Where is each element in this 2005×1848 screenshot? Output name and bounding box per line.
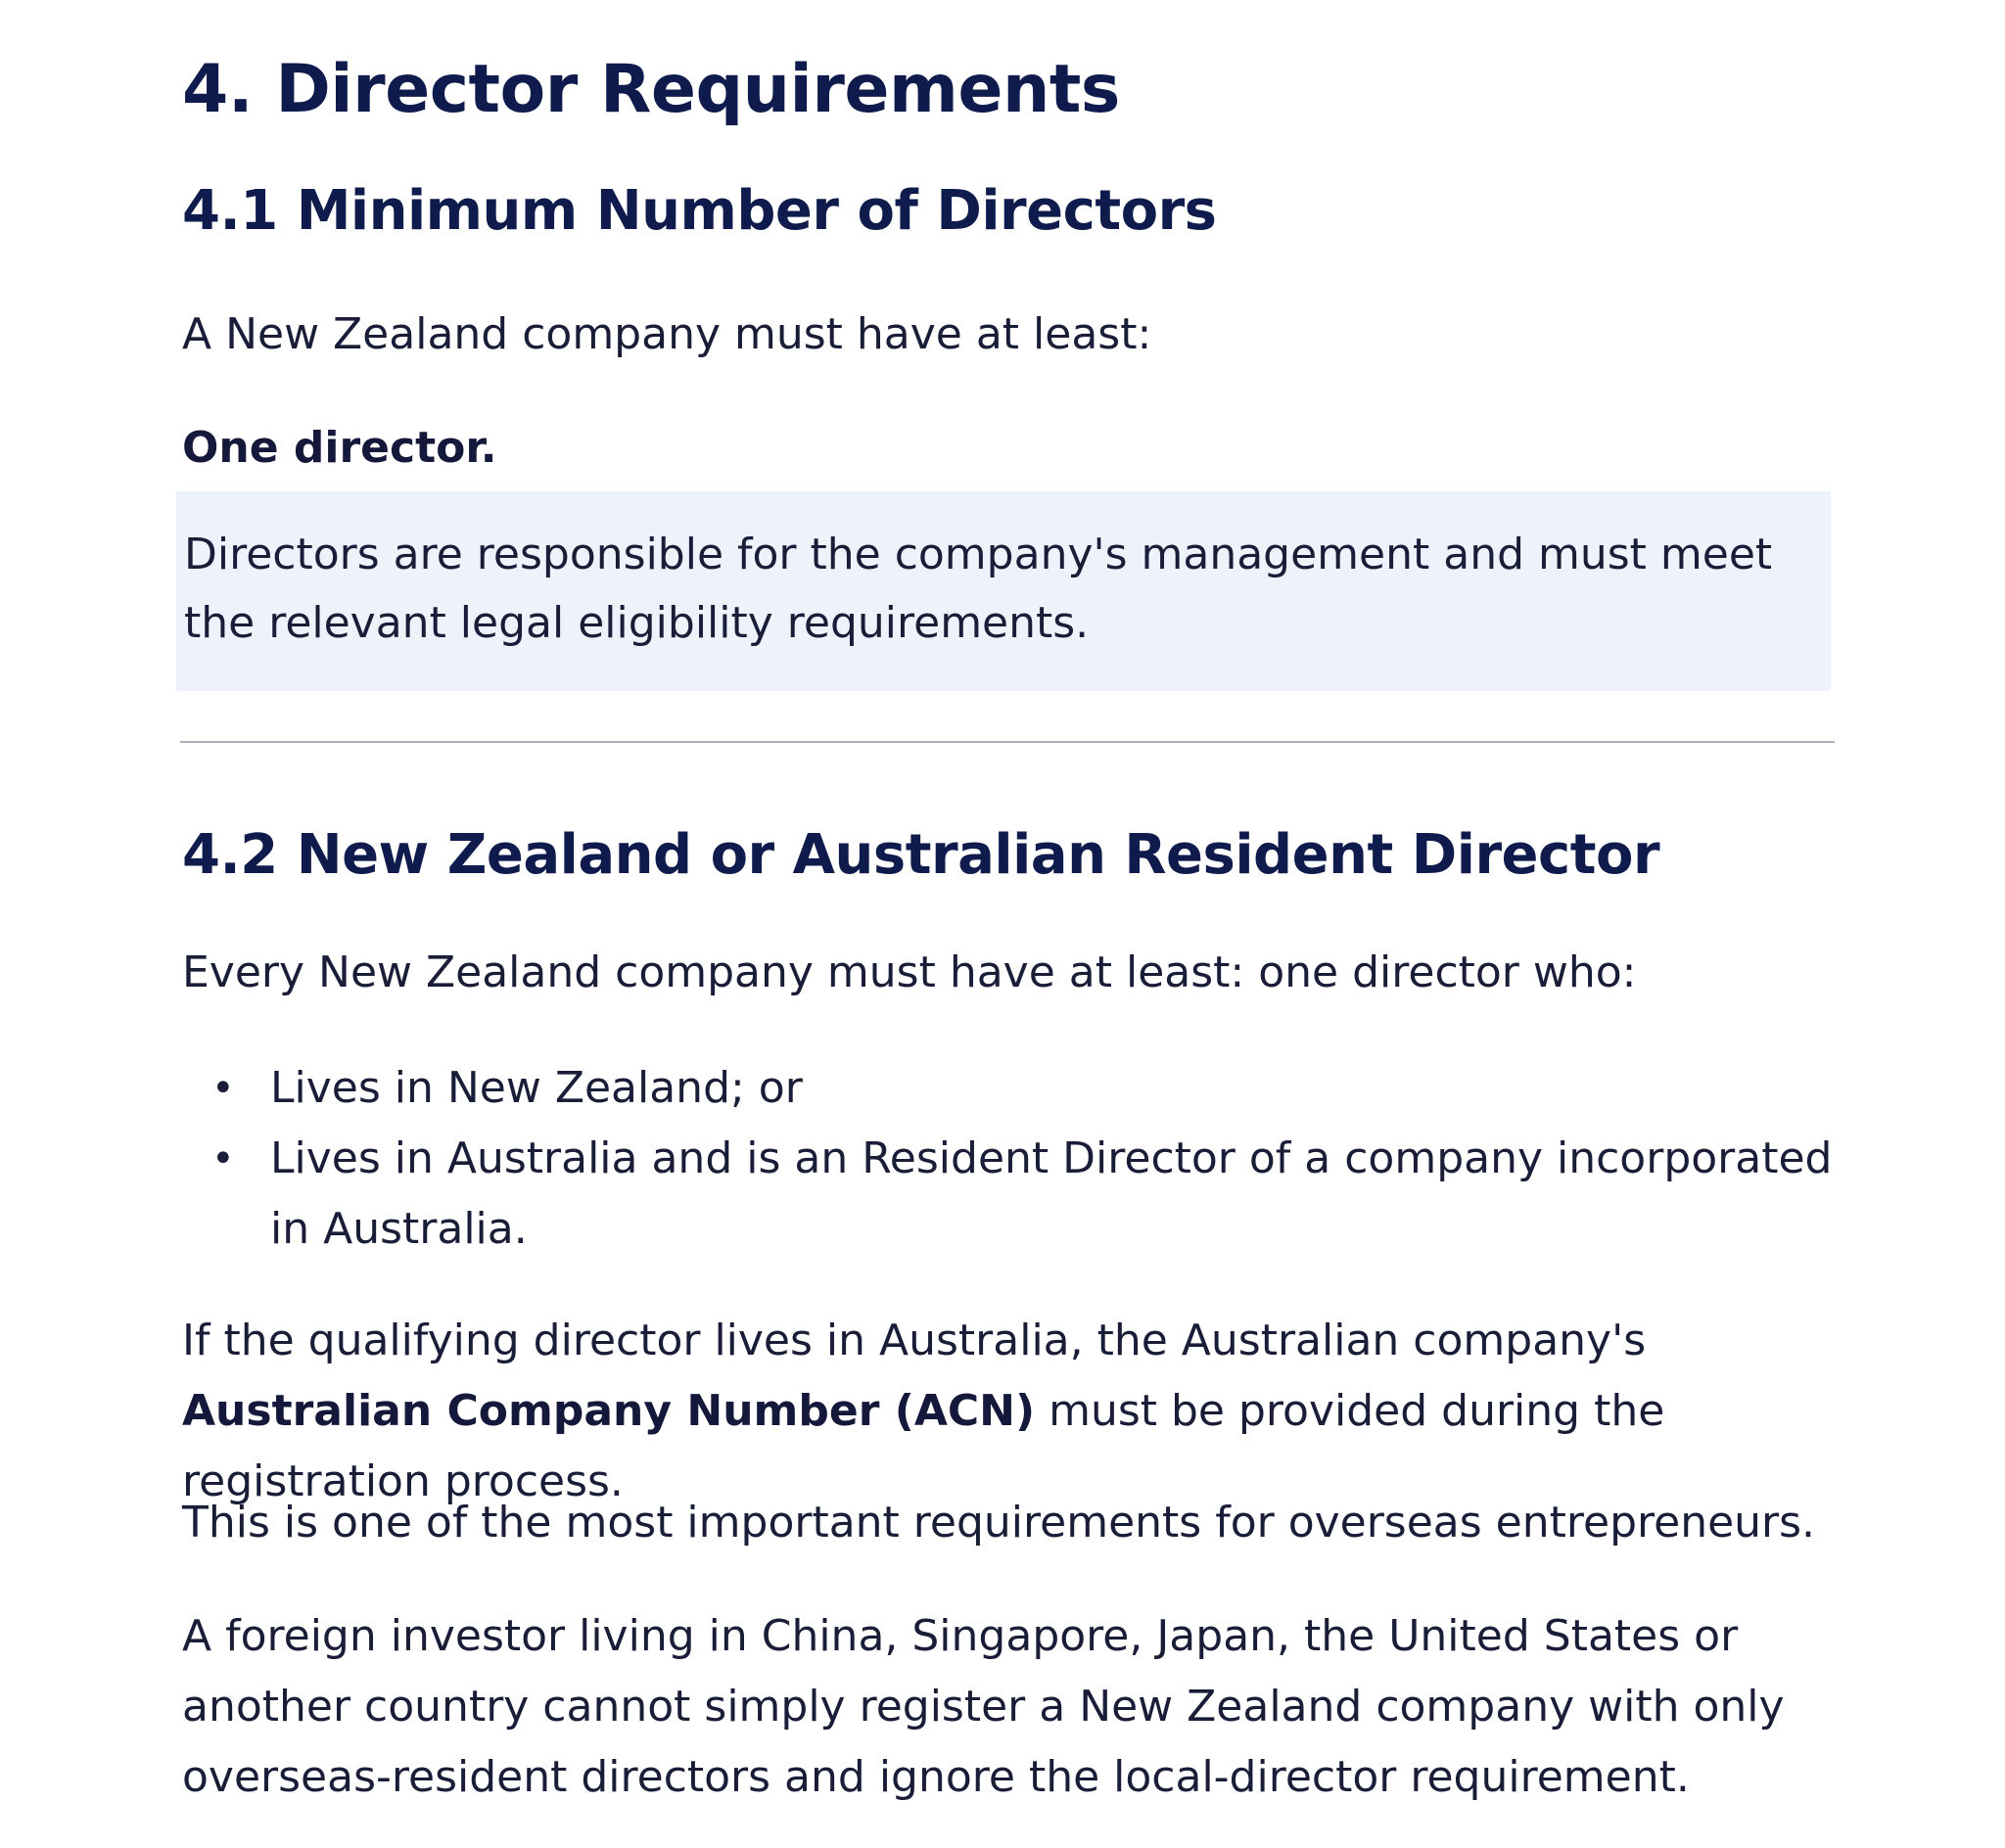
director-responsibility-text: Directors are responsible for the company's management and must meet the relevant legal eligibility requirements.: [184, 530, 1773, 648]
acn-term: Australian Company Number (ACN): [182, 1386, 1036, 1436]
minimum-directors-intro: A New Zealand company must have at least:: [182, 309, 1152, 359]
importance-paragraph: This is one of the most important requirements for overseas entrepreneurs.: [182, 1498, 1816, 1548]
resident-director-criteria-list: [182, 1053, 1835, 1265]
section-divider: [180, 741, 1835, 743]
bullet-icon: •: [211, 1066, 235, 1111]
section-title: 4. Director Requirements: [182, 51, 1120, 128]
bullet-icon: •: [211, 1136, 235, 1181]
acn-requirement-paragraph: [182, 1306, 1846, 1517]
list-item: [182, 1124, 1835, 1265]
subsection-title-minimum-directors: 4.1 Minimum Number of Directors: [182, 179, 1217, 243]
minimum-directors-requirement: One director.: [182, 423, 497, 473]
subsection-title-resident-director: 4.2 New Zealand or Australian Resident Director: [182, 823, 1660, 887]
list-item: [182, 1053, 1835, 1124]
acn-text-before: If the qualifying director lives in Australia, the Australian company's: [182, 1316, 1647, 1365]
resident-director-intro: Every New Zealand company must have at least: one director who:: [182, 947, 1637, 997]
list-item-text: Lives in New Zealand; or: [270, 1063, 803, 1113]
acn-text-after: must be provided during the registration process.: [182, 1386, 1665, 1506]
list-item-text: Lives in Australia and is an Resident Director of a company incorporated in Australia.: [270, 1133, 1833, 1254]
director-responsibility-note: [176, 491, 1831, 691]
foreign-investor-paragraph: A foreign investor living in China, Singapore, Japan, the United States or another country cannot simply register a New Zealand company with only overseas-resident directors and ignore the local-director requirement.: [182, 1611, 1785, 1802]
